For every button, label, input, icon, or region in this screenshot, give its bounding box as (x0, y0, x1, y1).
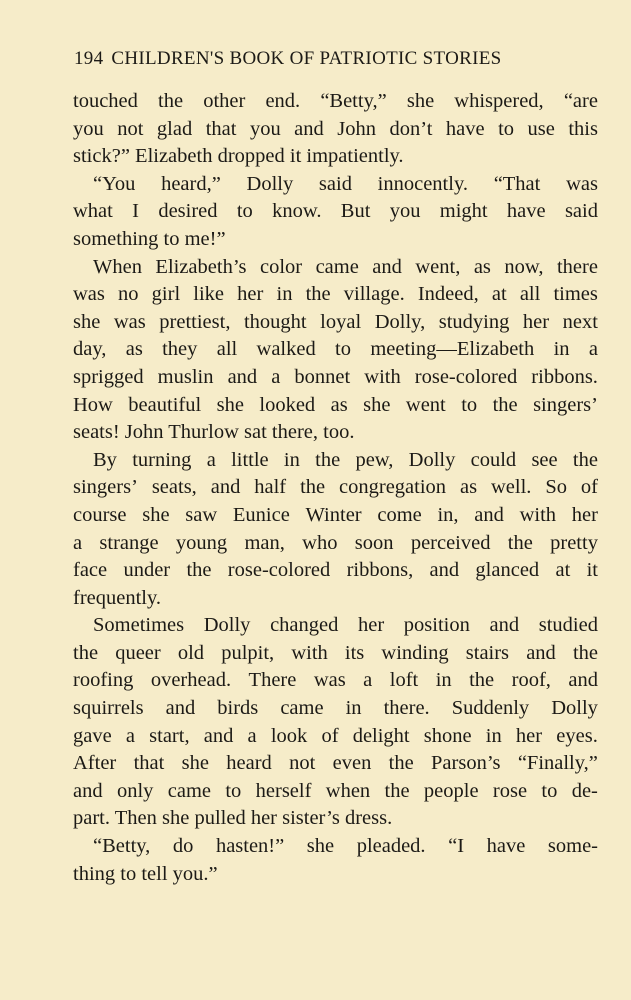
text-line: stick?” Elizabeth dropped it impatiently. (73, 145, 404, 168)
word: loft (389, 669, 419, 692)
word: girl (151, 283, 181, 306)
word: innocently. (377, 172, 468, 195)
word: some- (547, 835, 598, 858)
word: meeting—Elizabeth (370, 338, 535, 361)
word: color (259, 255, 303, 278)
word: her (571, 503, 598, 526)
word: all (216, 338, 238, 361)
word: After (73, 752, 117, 775)
word: what (73, 200, 113, 223)
word: man, (244, 531, 285, 554)
text-line (73, 88, 598, 116)
word: delight (352, 724, 410, 747)
word: seats, (151, 476, 197, 499)
word: look (270, 724, 308, 747)
word: and (203, 724, 234, 747)
word: and (568, 669, 598, 692)
running-head (74, 46, 564, 72)
word: you (389, 200, 421, 223)
word: sprigged (73, 365, 144, 388)
word: Sometimes (93, 614, 185, 637)
word: in (553, 338, 570, 361)
word: she (306, 835, 335, 858)
word: half (254, 476, 287, 499)
word: muslin (157, 365, 214, 388)
word: to (541, 779, 558, 802)
word: do (172, 835, 194, 858)
page-number: 194 (74, 48, 104, 69)
word: her (515, 724, 543, 747)
word: pew, (355, 448, 394, 471)
text-line (73, 116, 598, 144)
word: and (526, 641, 556, 664)
word: it (586, 559, 598, 582)
word: and (429, 559, 460, 582)
word: a (588, 338, 598, 361)
word: the (507, 531, 533, 554)
word: this (568, 117, 598, 140)
word: that (133, 752, 165, 775)
word: well. (490, 476, 532, 499)
word: now, (504, 255, 544, 278)
word: when (325, 779, 371, 802)
word: Dolly (551, 697, 598, 720)
word: face (73, 559, 108, 582)
word: position (403, 614, 470, 637)
word: the (315, 448, 341, 471)
word: next (562, 310, 598, 333)
word: beautiful (128, 393, 202, 416)
text-line (73, 364, 598, 392)
text-line: something to me!” (73, 227, 226, 250)
word: only (116, 779, 154, 802)
word: even (332, 752, 372, 775)
word: to (498, 117, 515, 140)
word: like (193, 283, 225, 306)
text-line (73, 392, 598, 420)
word: de- (571, 779, 598, 802)
word: Indeed, (417, 283, 479, 306)
word: was (566, 172, 598, 195)
word: Dolly (246, 172, 294, 195)
word: walked (256, 338, 316, 361)
word: Eunice (232, 503, 290, 526)
word: the (158, 90, 184, 112)
word: and (227, 365, 258, 388)
word: soon (354, 531, 394, 554)
text-line (73, 557, 598, 585)
word: a (247, 724, 257, 747)
word: under (123, 559, 171, 582)
word: ribbons, (346, 559, 414, 582)
word: a (206, 448, 216, 471)
text-line (73, 281, 598, 309)
word: as (125, 338, 143, 361)
word: looked (259, 393, 316, 416)
word: there. (383, 697, 430, 720)
word: there (556, 255, 598, 278)
word: There (248, 669, 297, 692)
word: know. (272, 200, 322, 223)
word: I (132, 200, 139, 223)
word: not (117, 117, 144, 140)
word: other (203, 90, 246, 112)
word: was (313, 669, 346, 692)
word: Elizabeth’s (155, 255, 247, 278)
word: singers’ (533, 393, 598, 416)
word: old (177, 641, 205, 664)
text-line: seats! John Thurlow sat there, too. (73, 421, 355, 444)
word: Dolly, (374, 310, 426, 333)
word: see (531, 448, 558, 471)
word: queer (115, 641, 161, 664)
word: eyes. (556, 724, 598, 747)
word: have (486, 835, 526, 858)
word: the (469, 669, 495, 692)
word: “Betty, (93, 835, 151, 858)
word: roof, (511, 669, 551, 692)
word: in, (437, 503, 459, 526)
word: was (73, 283, 105, 306)
text-line (73, 502, 598, 530)
word: gave (73, 724, 112, 747)
word: Winter (305, 503, 362, 526)
word: her (522, 310, 550, 333)
word: as (330, 393, 348, 416)
word: little (231, 448, 269, 471)
word: of (580, 476, 598, 499)
text-line (73, 778, 598, 806)
text-line (73, 254, 598, 282)
word: went (405, 393, 446, 416)
word: rose (492, 779, 528, 802)
word: its (344, 641, 365, 664)
word: people (423, 779, 479, 802)
word: a (271, 365, 281, 388)
word: loyal (320, 310, 362, 333)
word: she (406, 90, 435, 112)
word: But (340, 200, 371, 223)
word: glad (156, 117, 193, 140)
word: have (506, 200, 546, 223)
word: in (435, 669, 452, 692)
word: that (205, 117, 237, 140)
word: with (519, 503, 557, 526)
word: strange (99, 531, 159, 554)
word: herself (255, 779, 312, 802)
word: heard (226, 752, 272, 775)
word: and (165, 697, 196, 720)
word: was (113, 310, 146, 333)
text-line (73, 640, 598, 668)
word: to (225, 779, 242, 802)
text-line (73, 336, 598, 364)
word: she (363, 393, 391, 416)
word: could (470, 448, 517, 471)
word: rose-colored (414, 365, 518, 388)
word: studied (538, 614, 598, 637)
word: By (93, 448, 117, 471)
word: thought (243, 310, 307, 333)
word: “That (493, 172, 541, 195)
word: birds (217, 697, 259, 720)
word: come (377, 503, 422, 526)
word: at (491, 283, 507, 306)
word: young (175, 531, 228, 554)
text-line (73, 474, 598, 502)
word: to (461, 393, 478, 416)
word: have (445, 117, 485, 140)
word: she (216, 393, 244, 416)
word: and (73, 779, 103, 802)
paragraph (73, 612, 598, 833)
word: and (372, 255, 402, 278)
word: turning (132, 448, 192, 471)
word: Dolly (408, 448, 456, 471)
word: overhead. (150, 669, 232, 692)
word: day, (73, 338, 107, 361)
word: Suddenly (451, 697, 530, 720)
word: a (125, 724, 135, 747)
text-line (73, 750, 598, 778)
word: bonnet (294, 365, 351, 388)
word: heard,” (161, 172, 221, 195)
word: How (73, 393, 113, 416)
word: perceived (410, 531, 491, 554)
word: squirrels (73, 697, 144, 720)
word: at (555, 559, 571, 582)
word: “Finally,” (517, 752, 598, 775)
paragraph (73, 171, 598, 254)
word: pulpit, (221, 641, 275, 664)
text-line (73, 309, 598, 337)
word: and (210, 476, 241, 499)
text-line (73, 612, 598, 640)
word: you (73, 117, 104, 140)
word: her (357, 614, 385, 637)
word: the (492, 393, 518, 416)
text-line (73, 530, 598, 558)
word: times (553, 283, 598, 306)
word: desired (158, 200, 218, 223)
word: no (118, 283, 139, 306)
word: ribbons. (531, 365, 598, 388)
word: “are (563, 90, 598, 112)
word: John (337, 117, 376, 140)
word: winding (381, 641, 449, 664)
word: the (388, 752, 414, 775)
word: who (302, 531, 338, 554)
word: the (384, 779, 410, 802)
paragraph (73, 88, 598, 171)
word: When (93, 255, 142, 278)
word: came (167, 779, 211, 802)
word: “You (93, 172, 136, 195)
word: she (142, 503, 170, 526)
word: shone (423, 724, 472, 747)
word: “Betty,” (320, 90, 387, 112)
word: roofing (73, 669, 134, 692)
word: of (321, 724, 339, 747)
word: So (545, 476, 567, 499)
word: said (564, 200, 598, 223)
word: in (283, 448, 300, 471)
word: as (459, 476, 478, 499)
word: use (527, 117, 555, 140)
word: with (291, 641, 328, 664)
word: came (280, 697, 324, 720)
word: to (335, 338, 351, 361)
word: village. (343, 283, 405, 306)
word: saw (185, 503, 218, 526)
word: singers’ (73, 476, 138, 499)
word: to (236, 200, 253, 223)
text-line (73, 723, 598, 751)
word: in (345, 697, 362, 720)
text-line (73, 198, 598, 226)
text-line (73, 447, 598, 475)
text-line: thing to tell you.” (73, 862, 218, 885)
paragraph (73, 833, 598, 888)
word: congregation (339, 476, 447, 499)
word: changed (270, 614, 339, 637)
word: and (489, 614, 520, 637)
word: the (300, 476, 326, 499)
word: they (162, 338, 198, 361)
paragraph (73, 447, 598, 613)
word: don’t (389, 117, 433, 140)
word: might (439, 200, 488, 223)
word: whispered, (454, 90, 544, 112)
word: course (73, 503, 127, 526)
word: end. (265, 90, 301, 112)
word: the (186, 559, 212, 582)
text-line (73, 833, 598, 861)
word: came (315, 255, 359, 278)
text-line: part. Then she pulled her sister’s dress. (73, 807, 393, 830)
word: hasten!” (215, 835, 285, 858)
word: said (318, 172, 352, 195)
text-line (73, 171, 598, 199)
text-line (73, 695, 598, 723)
word: with (364, 365, 401, 388)
word: as (473, 255, 491, 278)
word: not (289, 752, 316, 775)
word: the (305, 283, 331, 306)
word: studying (438, 310, 510, 333)
word: in (276, 283, 293, 306)
word: “I (448, 835, 465, 858)
running-title: CHILDREN'S BOOK OF PATRIOTIC STORIES (111, 48, 502, 69)
word: the (572, 641, 598, 664)
word: touched (73, 90, 138, 112)
word: her (237, 283, 264, 306)
text-line (73, 667, 598, 695)
word: went, (415, 255, 461, 278)
word: Dolly (203, 614, 251, 637)
text-line: frequently. (73, 586, 162, 609)
word: a (363, 669, 373, 692)
word: rose-colored (227, 559, 331, 582)
word: prettiest, (159, 310, 231, 333)
word: stairs (465, 641, 510, 664)
word: pleaded. (356, 835, 426, 858)
word: and (474, 503, 504, 526)
word: glanced (475, 559, 540, 582)
body-text (73, 88, 598, 888)
word: the (572, 448, 598, 471)
word: she (181, 752, 209, 775)
word: the (73, 641, 99, 664)
word: pretty (550, 531, 598, 554)
word: you (249, 117, 281, 140)
paragraph (73, 254, 598, 447)
word: all (519, 283, 541, 306)
word: a (73, 531, 83, 554)
word: start, (149, 724, 190, 747)
word: and (294, 117, 324, 140)
word: in (485, 724, 502, 747)
word: she (73, 310, 101, 333)
word: Parson’s (431, 752, 501, 775)
